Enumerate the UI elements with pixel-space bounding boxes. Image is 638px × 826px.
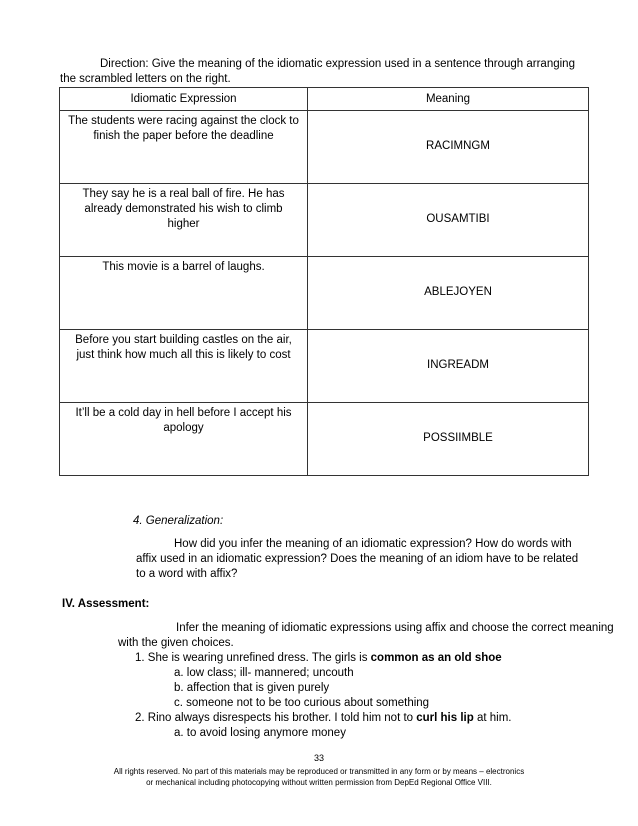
meaning-cell xyxy=(308,257,589,330)
table-row xyxy=(60,257,589,330)
question-1-idiom: common as an old shoe xyxy=(370,652,502,664)
generalization-body xyxy=(136,537,586,582)
question-2-text-end: at him. xyxy=(473,712,512,724)
header-meaning: Meaning xyxy=(308,88,589,111)
meaning-cell xyxy=(308,111,589,184)
question-2-idiom: curl his lip xyxy=(416,712,474,724)
question-1-choice-a: a. low class; ill- mannered; uncouth xyxy=(174,667,354,679)
scrambled-word: INGREADM xyxy=(427,359,489,371)
rights-line-2: or mechanical including photocopying without written permission from DepEd Regional Office VIII. xyxy=(146,778,492,787)
direction-line-1: Direction: Give the meaning of the idiomatic expression used in a sentence through arranging xyxy=(100,58,575,70)
assessment-body xyxy=(118,621,614,741)
expression-cell xyxy=(60,184,308,257)
expression-text: This movie is a barrel of laughs. xyxy=(102,261,265,273)
question-2-text: 2. Rino always disrespects his brother. I told him not to xyxy=(135,712,417,724)
idioms-table xyxy=(59,87,589,476)
generalization-line-2: affix used in an idiomatic expression? Does the meaning of an idiom have to be related xyxy=(136,553,579,565)
question-2-choice-a: a. to avoid losing anymore money xyxy=(174,727,346,739)
scrambled-word: ABLEJOYEN xyxy=(424,286,492,298)
scrambled-word: OUSAMTIBI xyxy=(426,213,490,225)
question-1-choice-c: c. someone not to be too curious about something xyxy=(174,697,430,709)
meaning-cell xyxy=(308,184,589,257)
header-idiomatic-expression: Idiomatic Expression xyxy=(60,88,308,111)
table-row xyxy=(60,111,589,184)
expression-text: Before you start building castles on the air, just think how much all this is likely to cost xyxy=(75,334,292,361)
direction-line-2: the scrambled letters on the right. xyxy=(60,73,231,85)
generalization-line-1: How did you infer the meaning of an idiomatic expression? How do words with xyxy=(174,538,572,550)
assessment-heading: IV. Assessment: xyxy=(62,598,150,610)
page-number: 33 xyxy=(313,753,324,763)
scrambled-word: POSSIIMBLE xyxy=(423,432,493,444)
rights-line-1: All rights reserved. No part of this materials may be reproduced or transmitted in any form or by means – electronics xyxy=(113,767,525,776)
assessment-intro-line-2: with the given choices. xyxy=(118,637,234,649)
assessment-intro-line-1: Infer the meaning of idiomatic expressions using affix and choose the correct meaning xyxy=(176,622,614,634)
expression-cell xyxy=(60,111,308,184)
direction-text xyxy=(60,57,590,87)
table-header-row xyxy=(60,88,589,111)
table-row xyxy=(60,330,589,403)
expression-text: It’ll be a cold day in hell before I accept his apology xyxy=(75,407,292,434)
question-2 xyxy=(118,711,614,726)
question-1-text: 1. She is wearing unrefined dress. The girls is xyxy=(135,652,371,664)
meaning-cell xyxy=(308,330,589,403)
footer xyxy=(0,753,638,788)
expression-cell xyxy=(60,403,308,476)
expression-text: The students were racing against the clock to finish the paper before the deadline xyxy=(68,115,299,142)
table-row xyxy=(60,184,589,257)
expression-text: They say he is a real ball of fire. He has already demonstrated his wish to climb higher xyxy=(82,188,285,230)
generalization-line-3: to a word with affix? xyxy=(136,568,238,580)
expression-cell xyxy=(60,257,308,330)
scrambled-word: RACIMNGM xyxy=(426,140,490,152)
meaning-cell xyxy=(308,403,589,476)
question-1 xyxy=(118,651,614,666)
table-row xyxy=(60,403,589,476)
question-1-choice-b: b. affection that is given purely xyxy=(174,682,330,694)
generalization-title: 4. Generalization: xyxy=(133,515,224,527)
expression-cell xyxy=(60,330,308,403)
